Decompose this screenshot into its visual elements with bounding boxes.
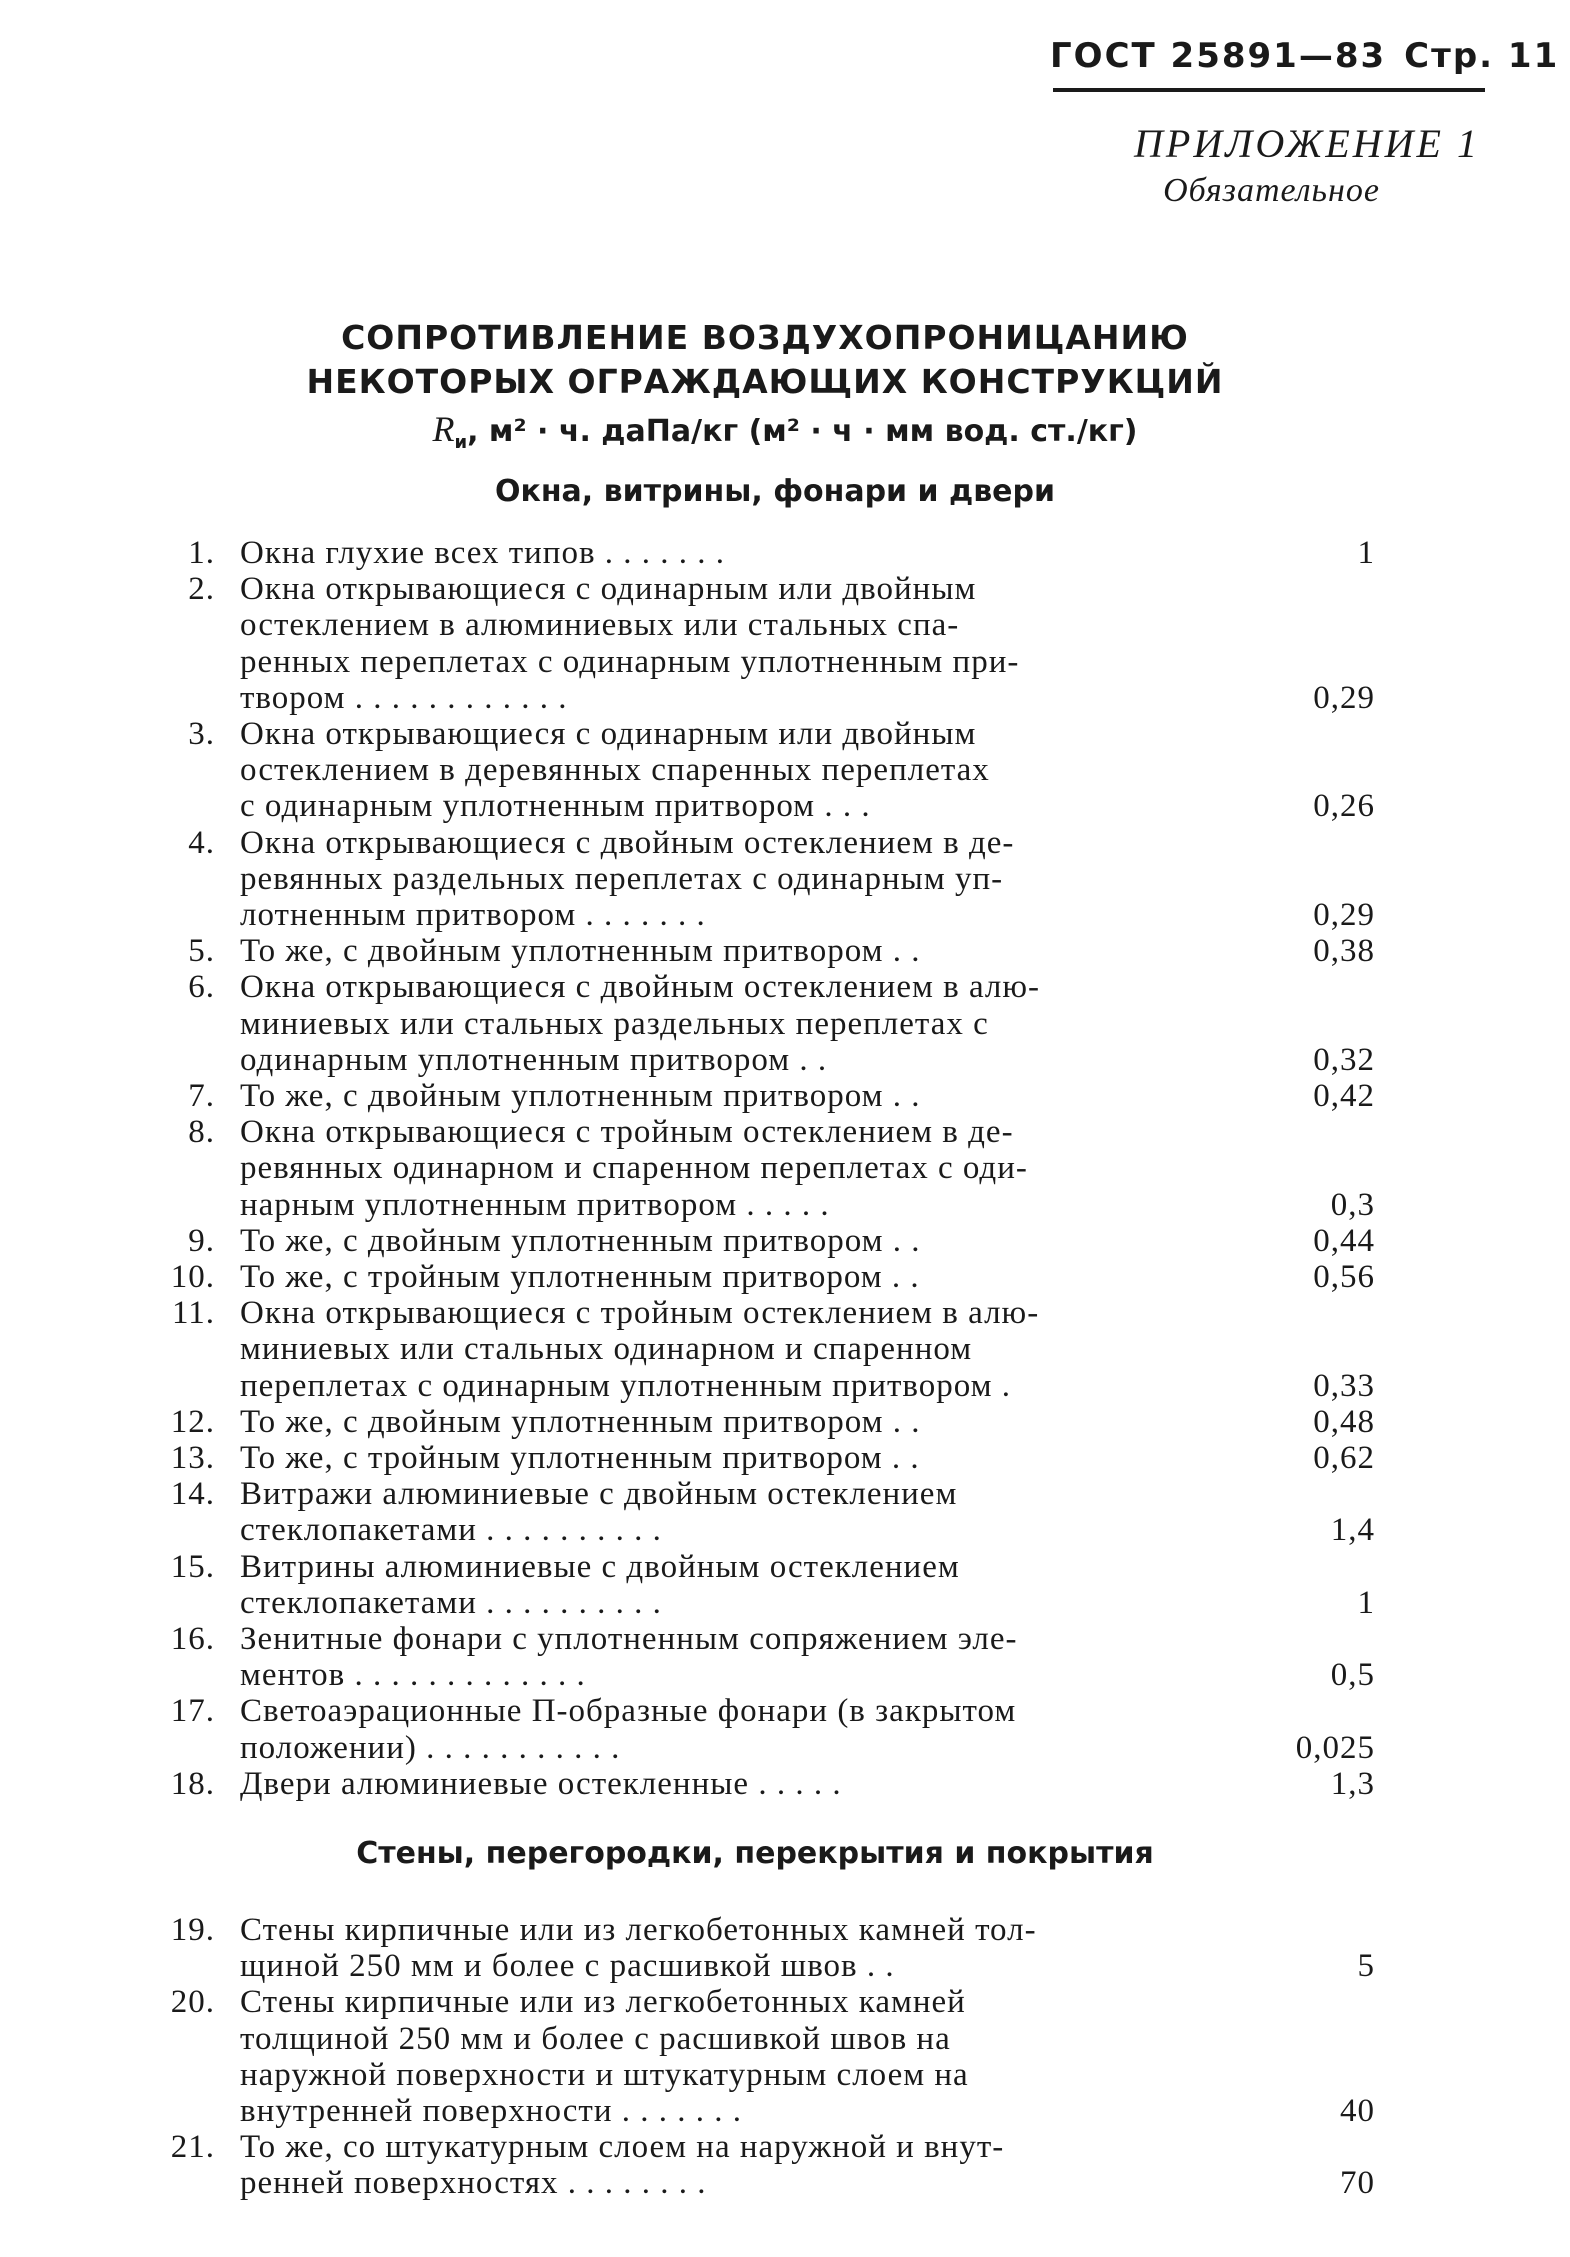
item-number: 15.	[170, 1548, 215, 1585]
item-value: 1,3	[1330, 1765, 1375, 1802]
item-number: 20.	[170, 1984, 215, 2021]
item-text-line: То же, с тройным уплотненным притвором . .	[240, 1440, 920, 1476]
units-subscript: и	[454, 432, 468, 453]
item-text-line: Витражи алюминиевые с двойным остеклением	[240, 1476, 958, 1513]
item-number: 7.	[188, 1078, 215, 1114]
item-value: 0,26	[1313, 788, 1375, 825]
item-text-line: стеклопакетами . . . . . . . . . .	[240, 1512, 662, 1549]
item-value: 1,4	[1330, 1512, 1375, 1549]
item-number: 17.	[170, 1693, 215, 1730]
item-text-line: ренней поверхностях . . . . . . . .	[240, 2165, 707, 2202]
item-value: 0,29	[1313, 679, 1375, 716]
item-text-line: щиной 250 мм и более с расшивкой швов . .	[240, 1948, 895, 1985]
item-number: 1.	[188, 535, 215, 571]
item-value: 0,025	[1295, 1729, 1375, 1766]
item-text-line: остеклением в деревянных спаренных переплетах	[240, 752, 990, 789]
item-text-line: Окна открывающиеся с одинарным или двойным	[240, 571, 977, 608]
item-value: 0,5	[1330, 1657, 1375, 1694]
item-text-line: переплетах с одинарным уплотненным притвором .	[240, 1367, 1012, 1404]
item-text-line: миниевых или стальных раздельных переплетах с	[240, 1005, 989, 1042]
item-value: 0,48	[1313, 1403, 1375, 1440]
item-text-line: твором . . . . . . . . . . . .	[240, 679, 568, 716]
item-text-line: Витрины алюминиевые с двойным остеклением	[240, 1548, 960, 1585]
item-number: 12.	[170, 1403, 215, 1440]
item-value: 0,3	[1330, 1186, 1375, 1223]
item-value: 40	[1340, 2092, 1375, 2129]
item-number: 19.	[170, 1912, 215, 1948]
item-number: 18.	[170, 1765, 215, 1802]
item-value: 0,42	[1313, 1078, 1375, 1114]
item-number: 11.	[171, 1295, 215, 1332]
item-number: 9.	[188, 1222, 215, 1259]
item-text-line: То же, с двойным уплотненным притвором . .	[240, 1403, 921, 1440]
item-text-line: Окна открывающиеся с двойным остеклением в де-	[240, 824, 1015, 861]
item-number: 5.	[188, 933, 215, 970]
units-symbol: R	[432, 409, 455, 449]
item-text-line: Стены кирпичные или из легкобетонных камней тол-	[240, 1912, 1037, 1948]
item-text-line: Светоаэрационные П-образные фонари (в закрытом	[240, 1693, 1017, 1730]
item-number: 4.	[188, 824, 215, 861]
item-text-line: Окна открывающиеся с тройным остеклением в де-	[240, 1114, 1014, 1151]
item-text-line: Окна открывающиеся с тройным остеклением в алю-	[240, 1295, 1040, 1332]
section-title-windows: Окна, витрины, фонари и двери	[494, 474, 1056, 509]
header-rule	[1053, 88, 1485, 92]
appendix-title: ПРИЛОЖЕНИЕ 1	[1134, 121, 1480, 166]
item-number: 13.	[170, 1440, 215, 1476]
item-text-line: Двери алюминиевые остекленные . . . . .	[240, 1765, 842, 1802]
item-value: 1	[1357, 1584, 1375, 1621]
item-number: 14.	[170, 1476, 215, 1513]
item-number: 6.	[188, 969, 215, 1006]
item-text-line: Окна глухие всех типов . . . . . . .	[240, 535, 726, 571]
item-text-line: внутренней поверхности . . . . . . .	[240, 2092, 742, 2129]
item-text-line: наружной поверхности и штукатурным слоем на	[240, 2056, 969, 2093]
item-value: 0,44	[1313, 1222, 1375, 1259]
item-text-line: Стены кирпичные или из легкобетонных камней	[240, 1984, 966, 2021]
item-number: 10.	[170, 1259, 215, 1295]
item-text-line: ренных переплетах с одинарным уплотненным при-	[240, 643, 1020, 680]
item-number: 21.	[170, 2129, 215, 2166]
item-text-line: нарным уплотненным притвором . . . . .	[240, 1186, 830, 1223]
item-value: 0,33	[1313, 1367, 1375, 1404]
item-text-line: ревянных раздельных переплетах с одинарным уп-	[240, 860, 1004, 897]
appendix-subtitle: Обязательное	[1163, 172, 1380, 209]
item-text-line: То же, со штукатурным слоем на наружной и внут-	[240, 2129, 1005, 2166]
item-text-line: То же, с двойным уплотненным притвором . .	[240, 1222, 921, 1259]
item-number: 8.	[188, 1114, 215, 1151]
item-text-line: Зенитные фонари с уплотненным сопряжением эле-	[240, 1621, 1018, 1657]
item-text-line: положении) . . . . . . . . . . .	[240, 1729, 621, 1766]
item-value: 0,56	[1313, 1259, 1375, 1295]
item-value: 1	[1357, 535, 1375, 571]
item-value: 0,62	[1313, 1440, 1375, 1476]
item-value: 0,38	[1313, 933, 1375, 970]
item-text-line: То же, с двойным уплотненным притвором . .	[240, 1078, 921, 1114]
page-number: Стр. 11	[1404, 36, 1560, 76]
item-text-line: миниевых или стальных одинарном и спаренном	[240, 1331, 973, 1368]
item-text-line: То же, с двойным уплотненным притвором . .	[240, 933, 921, 970]
item-value: 0,32	[1313, 1041, 1375, 1078]
item-text-line: ментов . . . . . . . . . . . . .	[240, 1657, 586, 1694]
item-text-line: лотненным притвором . . . . . . .	[240, 896, 706, 933]
section-title-walls: Стены, перегородки, перекрытия и покрытия	[356, 1836, 1154, 1871]
item-value: 5	[1357, 1948, 1375, 1985]
doc-title-line1: СОПРОТИВЛЕНИЕ ВОЗДУХОПРОНИЦАНИЮ	[341, 318, 1189, 357]
item-text-line: стеклопакетами . . . . . . . . . .	[240, 1584, 662, 1621]
item-value: 0,29	[1313, 896, 1375, 933]
units-text: , м² · ч. даПа/кг (м² · ч · мм вод. ст./кг)	[467, 414, 1138, 449]
item-number: 16.	[170, 1621, 215, 1657]
doc-title-line2: НЕКОТОРЫХ ОГРАЖДАЮЩИХ КОНСТРУКЦИЙ	[306, 362, 1224, 401]
item-number: 3.	[188, 716, 215, 752]
item-value: 70	[1340, 2165, 1375, 2202]
item-text-line: Окна открывающиеся с одинарным или двойным	[240, 716, 977, 752]
standard-number: ГОСТ 25891—83	[1050, 36, 1387, 76]
page-header	[1050, 36, 1559, 76]
item-number: 2.	[188, 571, 215, 608]
item-text-line: ревянных одинарном и спаренном переплетах с оди-	[240, 1150, 1028, 1187]
item-text-line: с одинарным уплотненным притвором . . .	[240, 788, 871, 825]
item-text-line: То же, с тройным уплотненным притвором . .	[240, 1259, 920, 1295]
item-text-line: остеклением в алюминиевых или стальных спа-	[240, 607, 960, 644]
item-text-line: Окна открывающиеся с двойным остеклением в алю-	[240, 969, 1041, 1006]
item-text-line: одинарным уплотненным притвором . .	[240, 1041, 828, 1078]
units-line	[0, 408, 1570, 453]
item-text-line: толщиной 250 мм и более с расшивкой швов на	[240, 2020, 951, 2057]
